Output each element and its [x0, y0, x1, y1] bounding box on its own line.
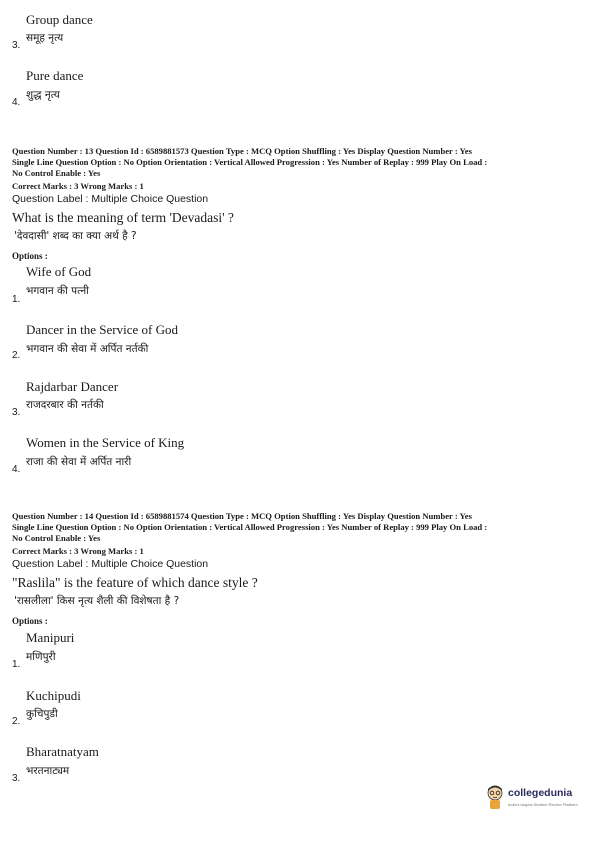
- option-text-hi: मणिपुरी: [26, 651, 56, 663]
- option-text-en: Wife of God: [26, 264, 92, 279]
- question-meta-line: Question Number : 14 Question Id : 6589881574 Question Type : MCQ Option Shuffling : Yes Display Question Number : Yes: [12, 511, 472, 521]
- option-text-hi: भरतनाट्यम: [26, 765, 70, 777]
- question-label: Question Label : Multiple Choice Question: [12, 193, 209, 205]
- question-text-hi: 'देवदासी' शब्द का क्या अर्थ है ?: [14, 230, 137, 242]
- option-text-hi: समूह नृत्य: [26, 32, 64, 44]
- question-meta-line: No Control Enable : Yes: [12, 168, 101, 178]
- option-text-en: Dancer in the Service of God: [26, 322, 178, 337]
- question-text-en: What is the meaning of term 'Devadasi' ?: [12, 210, 234, 225]
- option-text-hi: राजा की सेवा में अर्पित नारी: [26, 456, 132, 468]
- question-marks: Correct Marks : 3 Wrong Marks : 1: [12, 546, 144, 556]
- option-number: 4.: [12, 464, 21, 475]
- option-number: 2.: [12, 350, 21, 361]
- option-text-hi: भगवान की पत्नी: [26, 285, 89, 297]
- option-number: 1.: [12, 659, 21, 670]
- option-text-en: Group dance: [26, 12, 93, 27]
- option-text-en: Women in the Service of King: [26, 435, 185, 450]
- question-meta-line: Question Number : 13 Question Id : 6589881573 Question Type : MCQ Option Shuffling : Yes Display Question Number : Yes: [12, 146, 472, 156]
- option-text-en: Rajdarbar Dancer: [26, 379, 119, 394]
- question-label: Question Label : Multiple Choice Question: [12, 558, 209, 570]
- option-text-hi: राजदरबार की नर्तकी: [26, 399, 104, 411]
- option-number: 3.: [12, 40, 21, 51]
- question-text-hi: 'रासलीला' किस नृत्य शैली की विशेषता है ?: [14, 595, 180, 607]
- question-meta-line: No Control Enable : Yes: [12, 533, 101, 543]
- option-number: 3.: [12, 407, 21, 418]
- option-text-hi: कुचिपुडी: [26, 708, 58, 720]
- option-text-hi: भगवान की सेवा में अर्पित नर्तकी: [26, 343, 149, 355]
- question-meta-line: Single Line Question Option : No Option Orientation : Vertical Allowed Progression : Yes Number of Replay : 999 Play On Load :: [12, 522, 488, 532]
- options-heading: Options :: [12, 251, 48, 261]
- option-number: 1.: [12, 294, 21, 305]
- question-meta-line: Single Line Question Option : No Option Orientation : Vertical Allowed Progression : Yes Number of Replay : 999 Play On Load :: [12, 157, 488, 167]
- option-text-en: Manipuri: [26, 630, 75, 645]
- question-text-en: "Raslila" is the feature of which dance style ?: [12, 575, 258, 590]
- logo-tagline: India's largest Student Review Platform: [508, 802, 578, 807]
- option-text-en: Bharatnatyam: [26, 744, 99, 759]
- logo-wordmark: collegedunia: [508, 787, 573, 799]
- student-mascot-icon: [484, 784, 506, 810]
- options-heading: Options :: [12, 616, 48, 626]
- option-text-en: Kuchipudi: [26, 688, 81, 703]
- option-text-hi: शुद्ध नृत्य: [26, 89, 60, 101]
- option-number: 2.: [12, 716, 21, 727]
- option-number: 4.: [12, 97, 21, 108]
- question-marks: Correct Marks : 3 Wrong Marks : 1: [12, 181, 144, 191]
- option-number: 3.: [12, 773, 21, 784]
- collegedunia-logo: [484, 784, 584, 820]
- option-text-en: Pure dance: [26, 68, 84, 83]
